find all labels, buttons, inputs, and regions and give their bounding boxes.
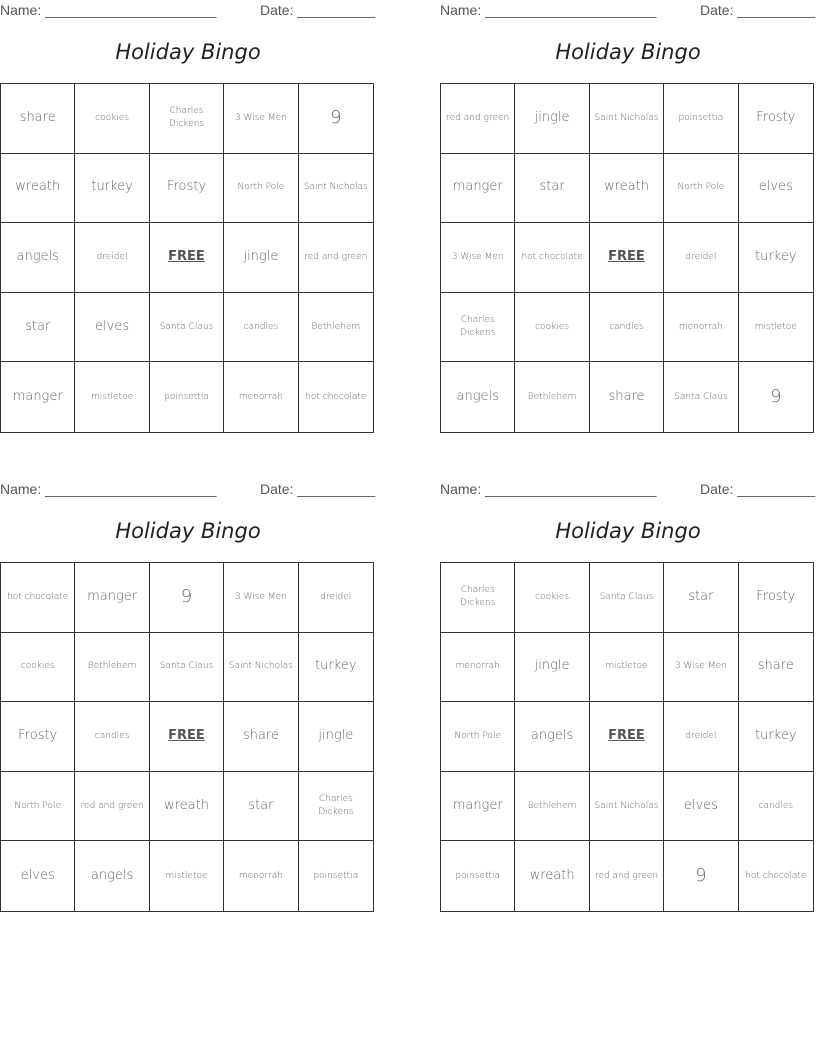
bingo-grid bbox=[0, 562, 374, 912]
bingo-cell: Bethlehem bbox=[515, 772, 589, 842]
bingo-cell: share bbox=[1, 84, 75, 154]
bingo-cell: candles bbox=[739, 772, 813, 842]
bingo-cell: Saint Nicholas bbox=[299, 154, 373, 224]
bingo-cell: Frosty bbox=[739, 563, 813, 633]
bingo-cell: cookies bbox=[515, 293, 589, 363]
bingo-cell: Charles Dickens bbox=[441, 563, 515, 633]
bingo-cell: manger bbox=[441, 154, 515, 224]
bingo-cell: North Pole bbox=[1, 772, 75, 842]
bingo-cell: Bethlehem bbox=[75, 633, 149, 703]
bingo-cell: Saint Nicholas bbox=[590, 84, 664, 154]
bingo-cell: wreath bbox=[515, 841, 589, 911]
bingo-cell: candles bbox=[75, 702, 149, 772]
bingo-cell: 9 bbox=[770, 386, 782, 408]
bingo-cell: mistletoe bbox=[150, 841, 224, 911]
bingo-cell: Santa Claus bbox=[150, 293, 224, 363]
bingo-cell: turkey bbox=[299, 633, 373, 703]
bingo-cell: Santa Claus bbox=[590, 563, 664, 633]
card-title: Holiday Bingo bbox=[115, 40, 261, 64]
bingo-cell: 3 Wise Men bbox=[441, 223, 515, 293]
bingo-cell: jingle bbox=[224, 223, 298, 293]
bingo-cell: cookies bbox=[75, 84, 149, 154]
date-field: Date: __________ bbox=[260, 481, 376, 497]
bingo-cell: turkey bbox=[739, 702, 813, 772]
bingo-cell: share bbox=[739, 633, 813, 703]
bingo-cell: menorrah bbox=[664, 293, 738, 363]
bingo-cell: elves bbox=[75, 293, 149, 363]
bingo-cell: angels bbox=[515, 702, 589, 772]
bingo-cell: Frosty bbox=[1, 702, 75, 772]
bingo-cell: turkey bbox=[739, 223, 813, 293]
bingo-cell: angels bbox=[75, 841, 149, 911]
bingo-cell: manger bbox=[1, 362, 75, 432]
free-space: FREE bbox=[590, 223, 664, 293]
bingo-cell: angels bbox=[1, 223, 75, 293]
free-space: FREE bbox=[150, 702, 224, 772]
bingo-cell: 3 Wise Men bbox=[224, 84, 298, 154]
bingo-cell: dreidel bbox=[75, 223, 149, 293]
bingo-cell: hot chocolate bbox=[515, 223, 589, 293]
name-field: Name: ______________________ bbox=[0, 481, 217, 497]
bingo-cell: angels bbox=[441, 362, 515, 432]
bingo-cell: jingle bbox=[515, 84, 589, 154]
bingo-cell: Bethlehem bbox=[299, 293, 373, 363]
bingo-cell: elves bbox=[739, 154, 813, 224]
bingo-cell: mistletoe bbox=[75, 362, 149, 432]
bingo-cell: Bethlehem bbox=[515, 362, 589, 432]
bingo-cell: dreidel bbox=[664, 223, 738, 293]
bingo-cell: 9 bbox=[299, 84, 373, 154]
bingo-cell: mistletoe bbox=[739, 293, 813, 363]
bingo-cell: Saint Nicholas bbox=[590, 772, 664, 842]
bingo-cell: star bbox=[664, 563, 738, 633]
bingo-cell: 9 bbox=[150, 563, 224, 633]
bingo-cell: share bbox=[590, 362, 664, 432]
bingo-cell: 3 Wise Men bbox=[224, 563, 298, 633]
bingo-cell: elves bbox=[664, 772, 738, 842]
bingo-cell: dreidel bbox=[664, 702, 738, 772]
bingo-cell: Charles Dickens bbox=[441, 293, 515, 363]
bingo-cell: manger bbox=[441, 772, 515, 842]
bingo-cell: dreidel bbox=[299, 563, 373, 633]
bingo-cell: menorrah bbox=[441, 633, 515, 703]
bingo-cell: red and green bbox=[590, 841, 664, 911]
bingo-cell: candles bbox=[224, 293, 298, 363]
bingo-cell: 3 Wise Men bbox=[664, 633, 738, 703]
bingo-cell: North Pole bbox=[224, 154, 298, 224]
bingo-cell: poinsettia bbox=[664, 84, 738, 154]
bingo-cell: Frosty bbox=[739, 84, 813, 154]
bingo-cell: North Pole bbox=[664, 154, 738, 224]
bingo-grid bbox=[440, 83, 814, 433]
bingo-cell: star bbox=[224, 772, 298, 842]
bingo-cell: Frosty bbox=[150, 154, 224, 224]
bingo-cell: jingle bbox=[515, 633, 589, 703]
date-field: Date: __________ bbox=[700, 481, 816, 497]
free-space: FREE bbox=[590, 702, 664, 772]
bingo-cell: menorrah bbox=[224, 841, 298, 911]
bingo-cell: jingle bbox=[299, 702, 373, 772]
bingo-cell: Saint Nicholas bbox=[224, 633, 298, 703]
bingo-cell: Charles Dickens bbox=[150, 84, 224, 154]
free-space: FREE bbox=[150, 223, 224, 293]
date-field: Date: __________ bbox=[260, 2, 376, 18]
bingo-cell: 9 bbox=[664, 841, 738, 911]
card-title: Holiday Bingo bbox=[555, 519, 701, 543]
name-field: Name: ______________________ bbox=[440, 481, 657, 497]
bingo-cell: wreath bbox=[150, 772, 224, 842]
bingo-cell: hot chocolate bbox=[1, 563, 75, 633]
card-title: Holiday Bingo bbox=[555, 40, 701, 64]
bingo-cell: poinsettia bbox=[313, 870, 359, 881]
bingo-cell: poinsettia bbox=[150, 362, 224, 432]
bingo-cell: elves bbox=[1, 841, 75, 911]
bingo-cell: red and green bbox=[299, 223, 373, 293]
bingo-cell: star bbox=[1, 293, 75, 363]
bingo-cell: wreath bbox=[590, 154, 664, 224]
date-field: Date: __________ bbox=[700, 2, 816, 18]
name-field: Name: ______________________ bbox=[0, 2, 217, 18]
bingo-cell: menorrah bbox=[224, 362, 298, 432]
bingo-cell: red and green bbox=[441, 84, 515, 154]
bingo-cell: cookies bbox=[1, 633, 75, 703]
bingo-cell: wreath bbox=[1, 154, 75, 224]
bingo-cell: manger bbox=[75, 563, 149, 633]
bingo-cell: North Pole bbox=[441, 702, 515, 772]
bingo-cell: candles bbox=[590, 293, 664, 363]
bingo-cell: star bbox=[515, 154, 589, 224]
name-field: Name: ______________________ bbox=[440, 2, 657, 18]
bingo-cell: poinsettia bbox=[441, 841, 515, 911]
bingo-cell: hot chocolate bbox=[745, 870, 807, 881]
bingo-cell: Santa Claus bbox=[664, 362, 738, 432]
bingo-grid bbox=[0, 83, 374, 433]
bingo-cell: Santa Claus bbox=[150, 633, 224, 703]
bingo-cell: hot chocolate bbox=[305, 391, 367, 402]
bingo-cell: mistletoe bbox=[590, 633, 664, 703]
bingo-cell: cookies bbox=[515, 563, 589, 633]
bingo-cell: turkey bbox=[75, 154, 149, 224]
bingo-cell: Charles Dickens bbox=[299, 772, 373, 842]
bingo-cell: share bbox=[224, 702, 298, 772]
card-title: Holiday Bingo bbox=[115, 519, 261, 543]
bingo-cell: red and green bbox=[75, 772, 149, 842]
bingo-grid bbox=[440, 562, 814, 912]
